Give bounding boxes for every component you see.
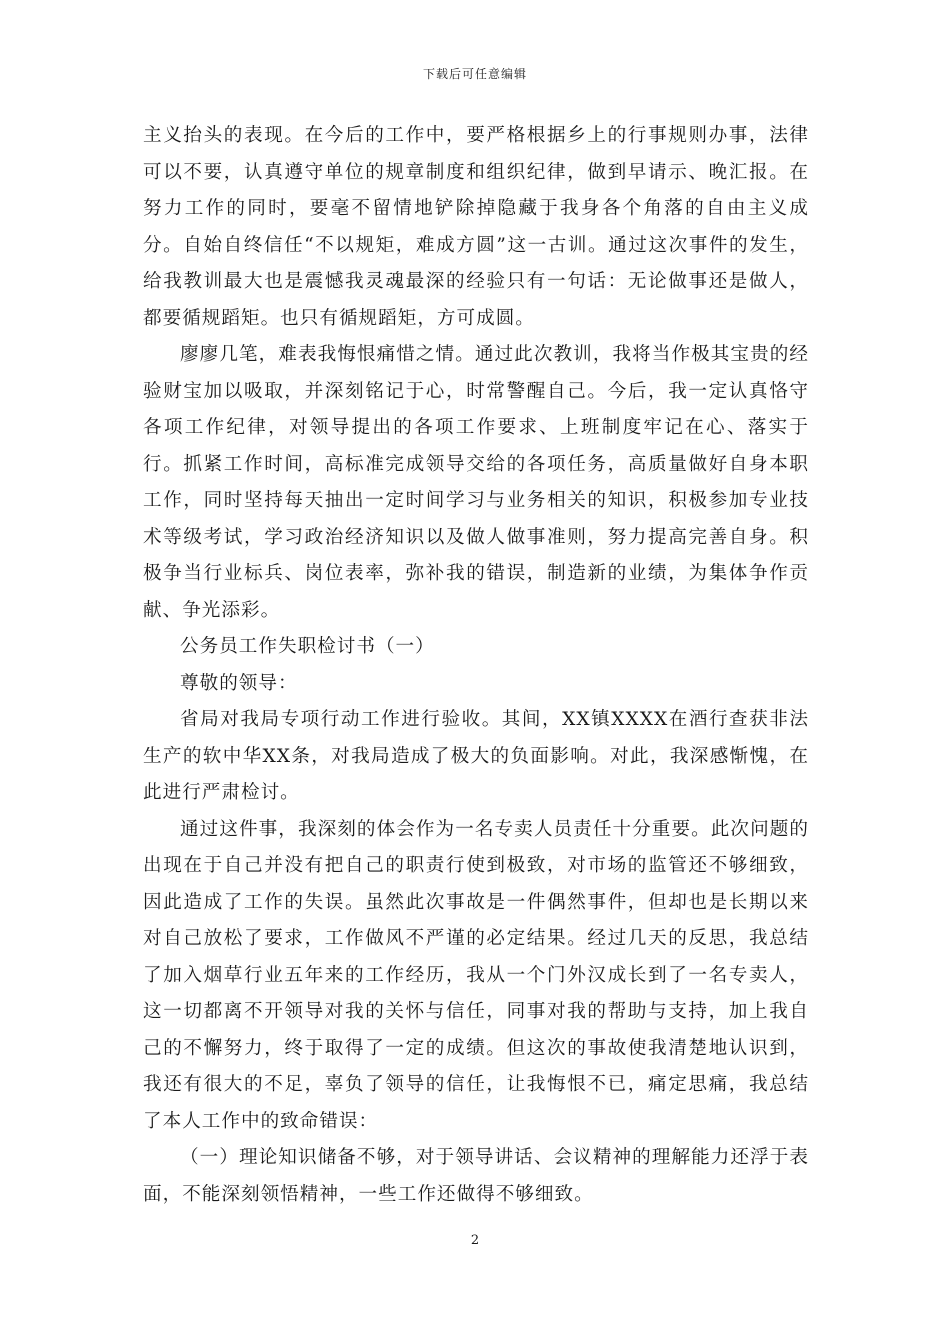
section-title: 公务员工作失职检讨书（一） [180,636,435,657]
page-number: 2 [470,1233,480,1248]
paragraph-error-one: （一）理论知识储备不够，对于领导讲话、会议精神的理解能力还浮于表面，不能深刻领悟精神，一些工作还做得不够细致。 [143,1147,809,1205]
paragraph-resolution: 廖廖几笔，难表我悔恨痛惜之情。通过此次教训，我将当作极其宝贵的经验财宝加以吸取，并深刻铭记于心，时常警醒自己。今后，我一定认真恪守各项工作纪律，对领导提出的各项工作要求、上班制度牢记在心、落实于行。抓紧工作时间，高标准完成领导交给的各项任务，高质量做好自身本职工作，同时坚持每天抽出一定时间学习与业务相关的知识，积极参加专业技术等级考试，学习政治经济知识以及做人做事准则，努力提高完善自身。积极争当行业标兵、岗位表率，弥补我的错误，制造新的业绩，为集体争作贡献、争光添彩。 [143,344,809,621]
paragraph-reflection: 通过这件事，我深刻的体会作为一名专卖人员责任十分重要。此次问题的出现在于自己并没有把自己的职责行使到极致，对市场的监管还不够细致，因此造成了工作的失误。虽然此次事故是一件偶然事件，但却也是长期以来对自己放松了要求，工作做风不严谨的必定结果。经过几天的反思，我总结了加入烟草行业五年来的工作经历，我从一个门外汉成长到了一名专卖人，这一切都离不开领导对我的关怀与信任，同事对我的帮助与支持，加上我自己的不懈努力，终于取得了一定的成绩。但这次的事故使我清楚地认识到，我还有很大的不足，辜负了领导的信任，让我悔恨不已，痛定思痛，我总结了本人工作中的致命错误： [143,818,809,1132]
paragraph-continuation: 主义抬头的表现。在今后的工作中，要严格根据乡上的行事规则办事，法律可以不要，认真遵守单位的规章制度和组织纪律，做到早请示、晚汇报。在努力工作的同时，要毫不留情地铲除掉隐藏于我身各个角落的自由主义成分。自始自终信任“不以规矩，难成方圆”这一古训。通过这次事件的发生，给我教训最大也是震憾我灵魂最深的经验只有一句话：无论做事还是做人，都要循规蹈矩。也只有循规蹈矩，方可成圆。 [143,125,809,329]
document-body [143,118,809,1213]
paragraph-incident: 省局对我局专项行动工作进行验收。其间，XX镇XXXX在酒行查获非法生产的软中华XX条，对我局造成了极大的负面影响。对此，我深感惭愧，在此进行严肃检讨。 [143,709,809,803]
salutation: 尊敬的领导： [180,672,298,694]
page-header: 下载后可任意编辑 [422,67,527,81]
